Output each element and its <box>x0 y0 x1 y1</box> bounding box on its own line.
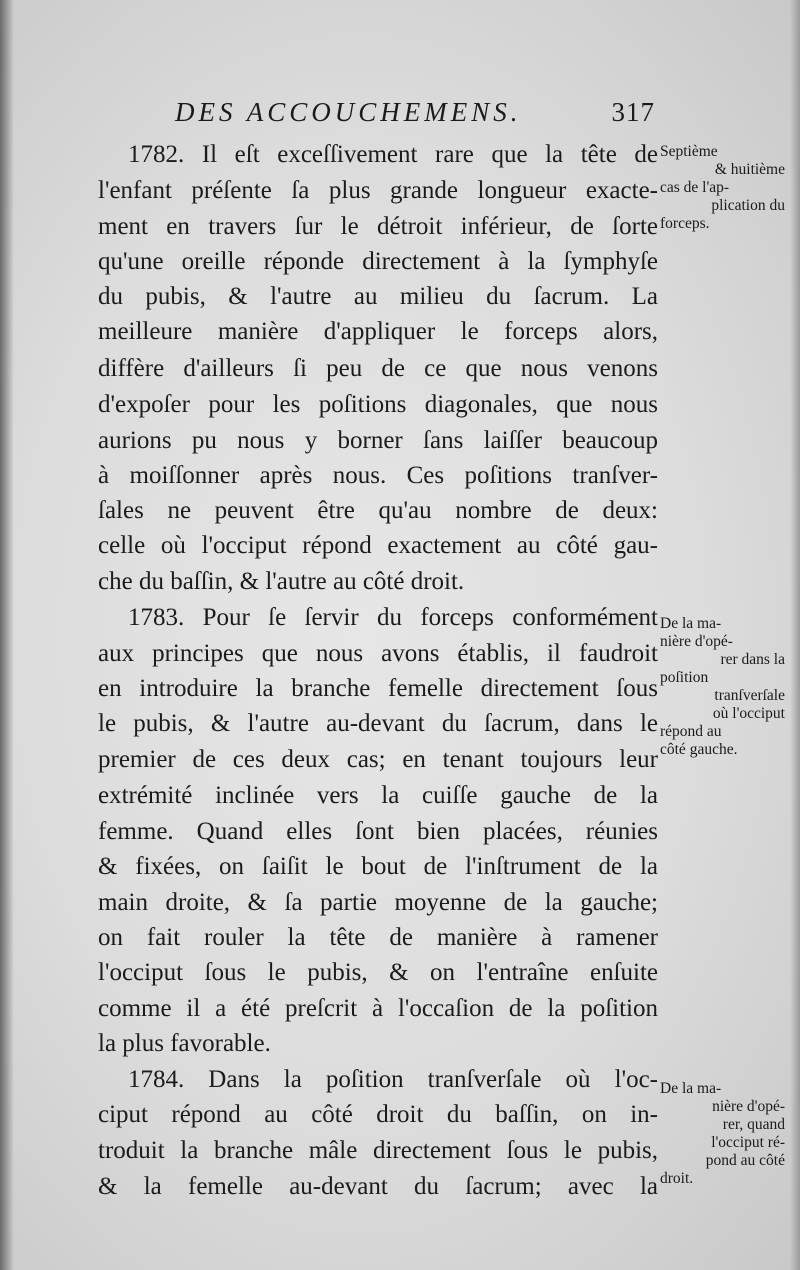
margin-note-line: & huitième <box>714 161 785 178</box>
margin-note-line: l'occiput ré- <box>711 1134 785 1151</box>
margin-note-line: forceps. <box>660 215 710 232</box>
margin-note-septieme-cas <box>660 143 785 233</box>
text-line: celle où l'occiput répond exactement au côté gau- <box>98 532 658 559</box>
text-line: on fait rouler la tête de manière à ramener <box>98 924 658 951</box>
text-line: aux principes que nous avons établis, il faudroit <box>98 640 658 667</box>
margin-note-line: nière d'opé- <box>660 633 733 650</box>
margin-note-line: pond au côté <box>705 1152 785 1169</box>
text-line: comme il a été preſcrit à l'occaſion de la poſition <box>98 995 658 1022</box>
margin-note-line: tranſverſale <box>714 687 785 704</box>
margin-note-cote-droit <box>660 1080 785 1188</box>
margin-note-line: plication du <box>711 197 785 214</box>
text-line: aurions pu nous y borner ſans laiſſer beaucoup <box>98 427 658 454</box>
text-line: la plus favorable. <box>98 1030 271 1057</box>
page-number: 317 <box>611 97 655 127</box>
text-line: 1782. Il eſt exceſſivement rare que la tête de <box>128 141 658 168</box>
margin-note-line: côté gauche. <box>660 741 738 758</box>
text-line: 1783. Pour ſe ſervir du forceps conformément <box>128 604 658 631</box>
margin-note-line: rer, quand <box>722 1116 785 1133</box>
margin-note-line: cas de l'ap- <box>660 179 730 196</box>
margin-note-line: nière d'opé- <box>712 1098 785 1115</box>
text-line: troduit la branche mâle directement ſous le pubis, <box>98 1137 658 1164</box>
text-line: le pubis, & l'autre au-devant du ſacrum, dans le <box>98 710 658 737</box>
text-line: l'enfant préſente ſa plus grande longueur exacte- <box>98 177 658 204</box>
text-line: femme. Quand elles ſont bien placées, réunies <box>98 818 658 845</box>
running-title: DES ACCOUCHEMENS. <box>175 97 522 127</box>
text-line: ſales ne peuvent être qu'au nombre de deux: <box>98 497 658 524</box>
margin-note-line: où l'occiput <box>712 705 785 722</box>
margin-note-line: De la ma- <box>660 1080 722 1097</box>
text-line: extrémité inclinée vers la cuiſſe gauche de la <box>98 782 658 809</box>
margin-note-line: rer dans la <box>720 651 785 668</box>
text-line: premier de ces deux cas; en tenant toujours leur <box>98 746 658 773</box>
margin-note-line: Septième <box>660 143 718 160</box>
text-line: diffère d'ailleurs ſi peu de ce que nous venons <box>98 355 658 382</box>
margin-note-line: répond au <box>660 723 722 740</box>
text-line: ment en travers ſur le détroit inférieur, de ſorte <box>98 213 658 240</box>
margin-note-line: droit. <box>660 1170 694 1187</box>
text-line: en introduire la branche femelle directement ſous <box>98 675 658 702</box>
text-line: d'expoſer pour les poſitions diagonales, que nous <box>98 391 658 418</box>
text-line: 1784. Dans la poſition tranſverſale où l'oc- <box>128 1066 658 1093</box>
text-line: che du baſſin, & l'autre au côté droit. <box>98 568 465 595</box>
margin-note-line: poſition <box>660 669 709 686</box>
text-line: à moiſſonner après nous. Ces poſitions tranſver- <box>98 462 658 489</box>
margin-note-cote-gauche <box>660 615 785 759</box>
text-line: ciput répond au côté droit du baſſin, on in- <box>98 1101 658 1128</box>
text-line: meilleure manière d'appliquer le forceps alors, <box>98 318 658 345</box>
text-line: & la femelle au-devant du ſacrum; avec la <box>98 1173 658 1200</box>
text-line: l'occiput ſous le pubis, & on l'entraîne enſuite <box>98 959 658 986</box>
text-line: main droite, & ſa partie moyenne de la gauche; <box>98 889 658 916</box>
text-line: qu'une oreille réponde directement à la ſymphyſe <box>98 248 658 275</box>
margin-note-line: De la ma- <box>660 615 722 632</box>
text-line: du pubis, & l'autre au milieu du ſacrum. La <box>98 283 658 310</box>
text-line: & fixées, on ſaiſit le bout de l'inſtrument de la <box>98 853 658 880</box>
